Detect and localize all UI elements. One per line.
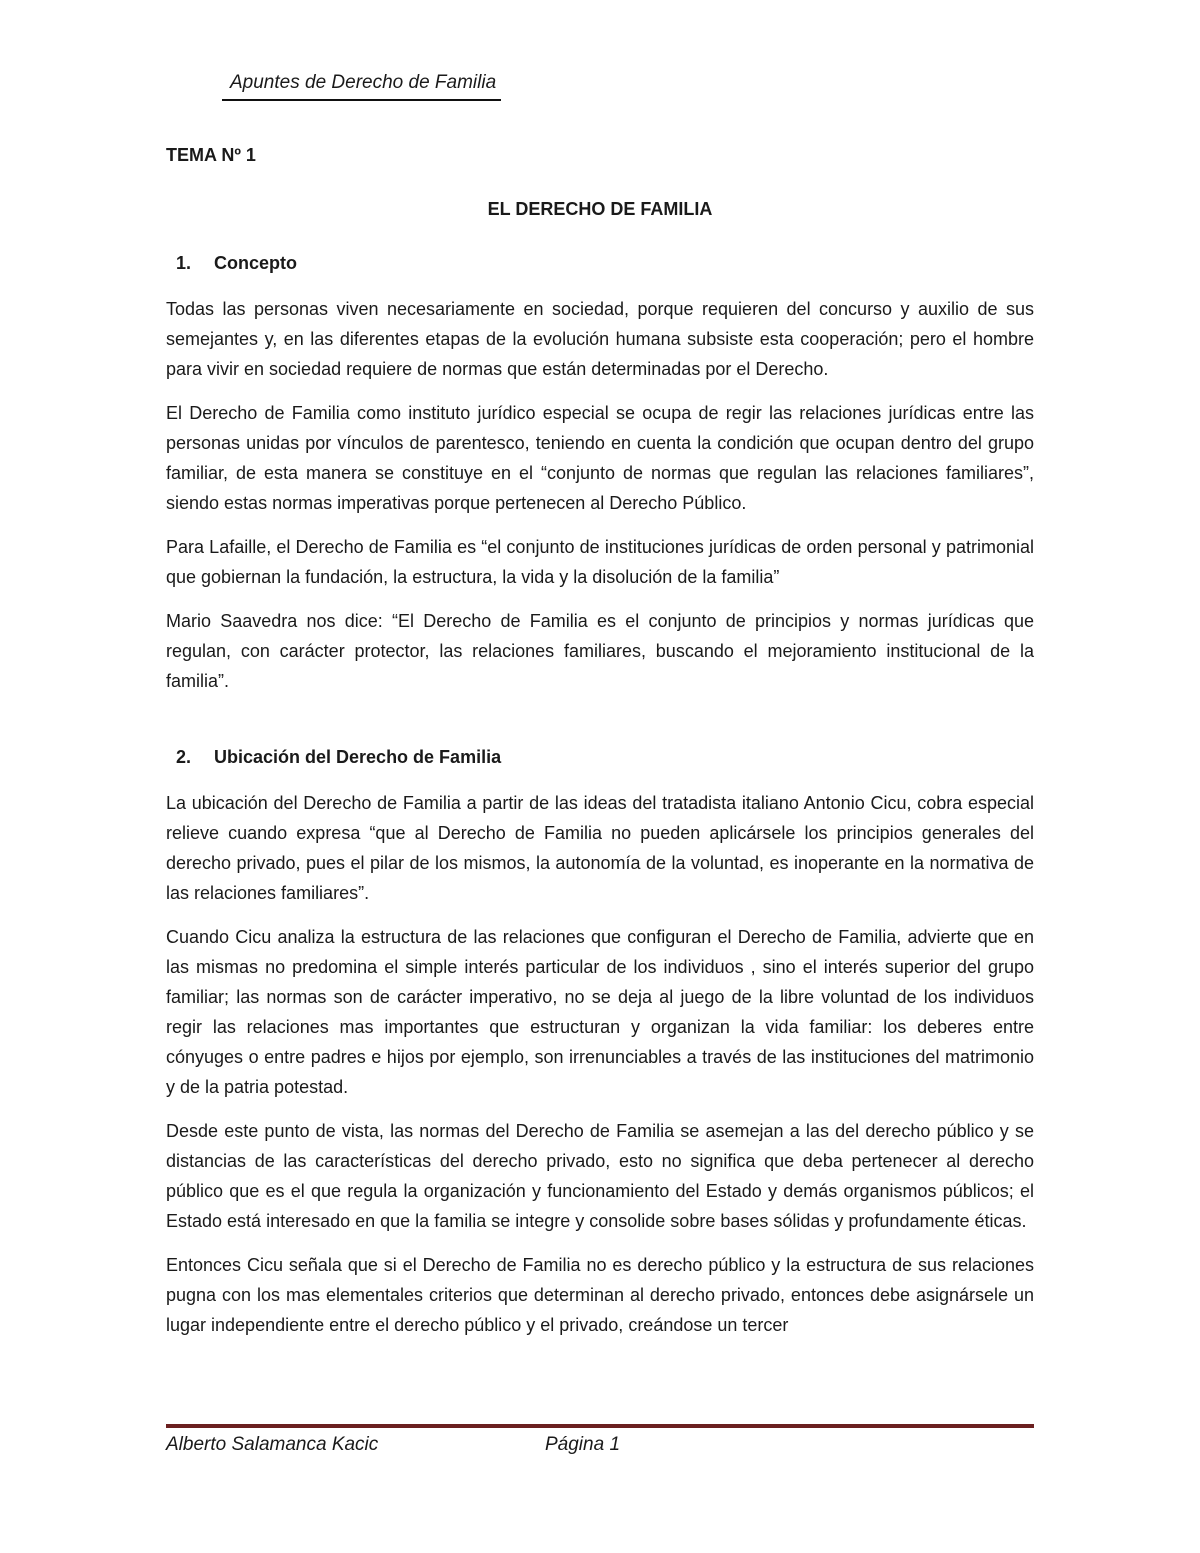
section-heading-concepto	[166, 248, 1034, 278]
paragraph: El Derecho de Familia como instituto jurídico especial se ocupa de regir las relaciones jurídicas entre las personas unidas por vínculos de parentesco, teniendo en cuenta la condición que ocupan dentro del grupo familiar, de esta manera se constituye en el “conjunto de normas que regulan las relaciones familiares”, siendo estas normas imperativas porque pertenecen al Derecho Público.	[166, 403, 1034, 513]
tema-label: TEMA Nº 1	[166, 145, 256, 165]
section-heading-ubicacion	[166, 742, 1034, 772]
main-title: EL DERECHO DE FAMILIA	[487, 199, 713, 219]
paragraph: Entonces Cicu señala que si el Derecho de Familia no es derecho público y la estructura de sus relaciones pugna con los mas elementales criterios que determinan al derecho privado, entonces debe asignársele un lugar independiente entre el derecho público y el privado, creándose un tercer	[166, 1255, 1034, 1335]
footer-rule	[166, 1424, 1034, 1428]
header-title: Apuntes de Derecho de Familia	[230, 72, 497, 93]
footer-author: Alberto Salamanca Kacic	[166, 1434, 379, 1455]
section-heading-text: Ubicación del Derecho de Familia	[214, 747, 502, 767]
paragraph: Cuando Cicu analiza la estructura de las relaciones que configuran el Derecho de Familia, advierte que en las mismas no predomina el simple interés particular de los individuos , sino el interés superior del grupo familiar; las normas son de carácter imperativo, no se deja al juego de la libre voluntad de los individuos regir las relaciones mas importantes que estructuran y organizan la vida familiar: los deberes entre cónyuges o entre padres e hijos por ejemplo, son irrenunciables a través de las instituciones del matrimonio y de la patria potestad.	[166, 927, 1034, 1097]
section-number: 2.	[176, 747, 192, 767]
document-body	[166, 140, 1034, 1354]
paragraph: La ubicación del Derecho de Familia a partir de las ideas del tratadista italiano Antonio Cicu, cobra especial relieve cuando expresa “que al Derecho de Familia no pueden aplicársele los principios generales del derecho privado, pues el pilar de los mismos, la autonomía de la voluntad, es inoperante en la normativa de las relaciones familiares”.	[166, 793, 1034, 903]
paragraph: Mario Saavedra nos dice: “El Derecho de Familia es el conjunto de principios y normas jurídicas que regulan, con carácter protector, las relaciones familiares, buscando el mejoramiento institucional de la familia”.	[166, 611, 1034, 691]
footer-page-number: Página 1	[545, 1434, 621, 1455]
section-number: 1.	[176, 253, 192, 273]
paragraph: Todas las personas viven necesariamente en sociedad, porque requieren del concurso y auxilio de sus semejantes y, en las diferentes etapas de la evolución humana subsiste esta cooperación; pero el hombre para vivir en sociedad requiere de normas que están determinadas por el Derecho.	[166, 299, 1034, 379]
paragraph: Desde este punto de vista, las normas del Derecho de Familia se asemejan a las del derecho público y se distancias de las características del derecho privado, esto no significa que deba pertenecer al derecho público que es el que regula la organización y funcionamiento del Estado y demás organismos públicos; el Estado está interesado en que la familia se integre y consolide sobre bases sólidas y profundamente éticas.	[166, 1121, 1034, 1231]
header-rule	[222, 99, 501, 101]
section-heading-text: Concepto	[214, 253, 297, 273]
paragraph: Para Lafaille, el Derecho de Familia es “el conjunto de instituciones jurídicas de orden personal y patrimonial que gobiernan la fundación, la estructura, la vida y la disolución de la familia”	[166, 537, 1034, 587]
